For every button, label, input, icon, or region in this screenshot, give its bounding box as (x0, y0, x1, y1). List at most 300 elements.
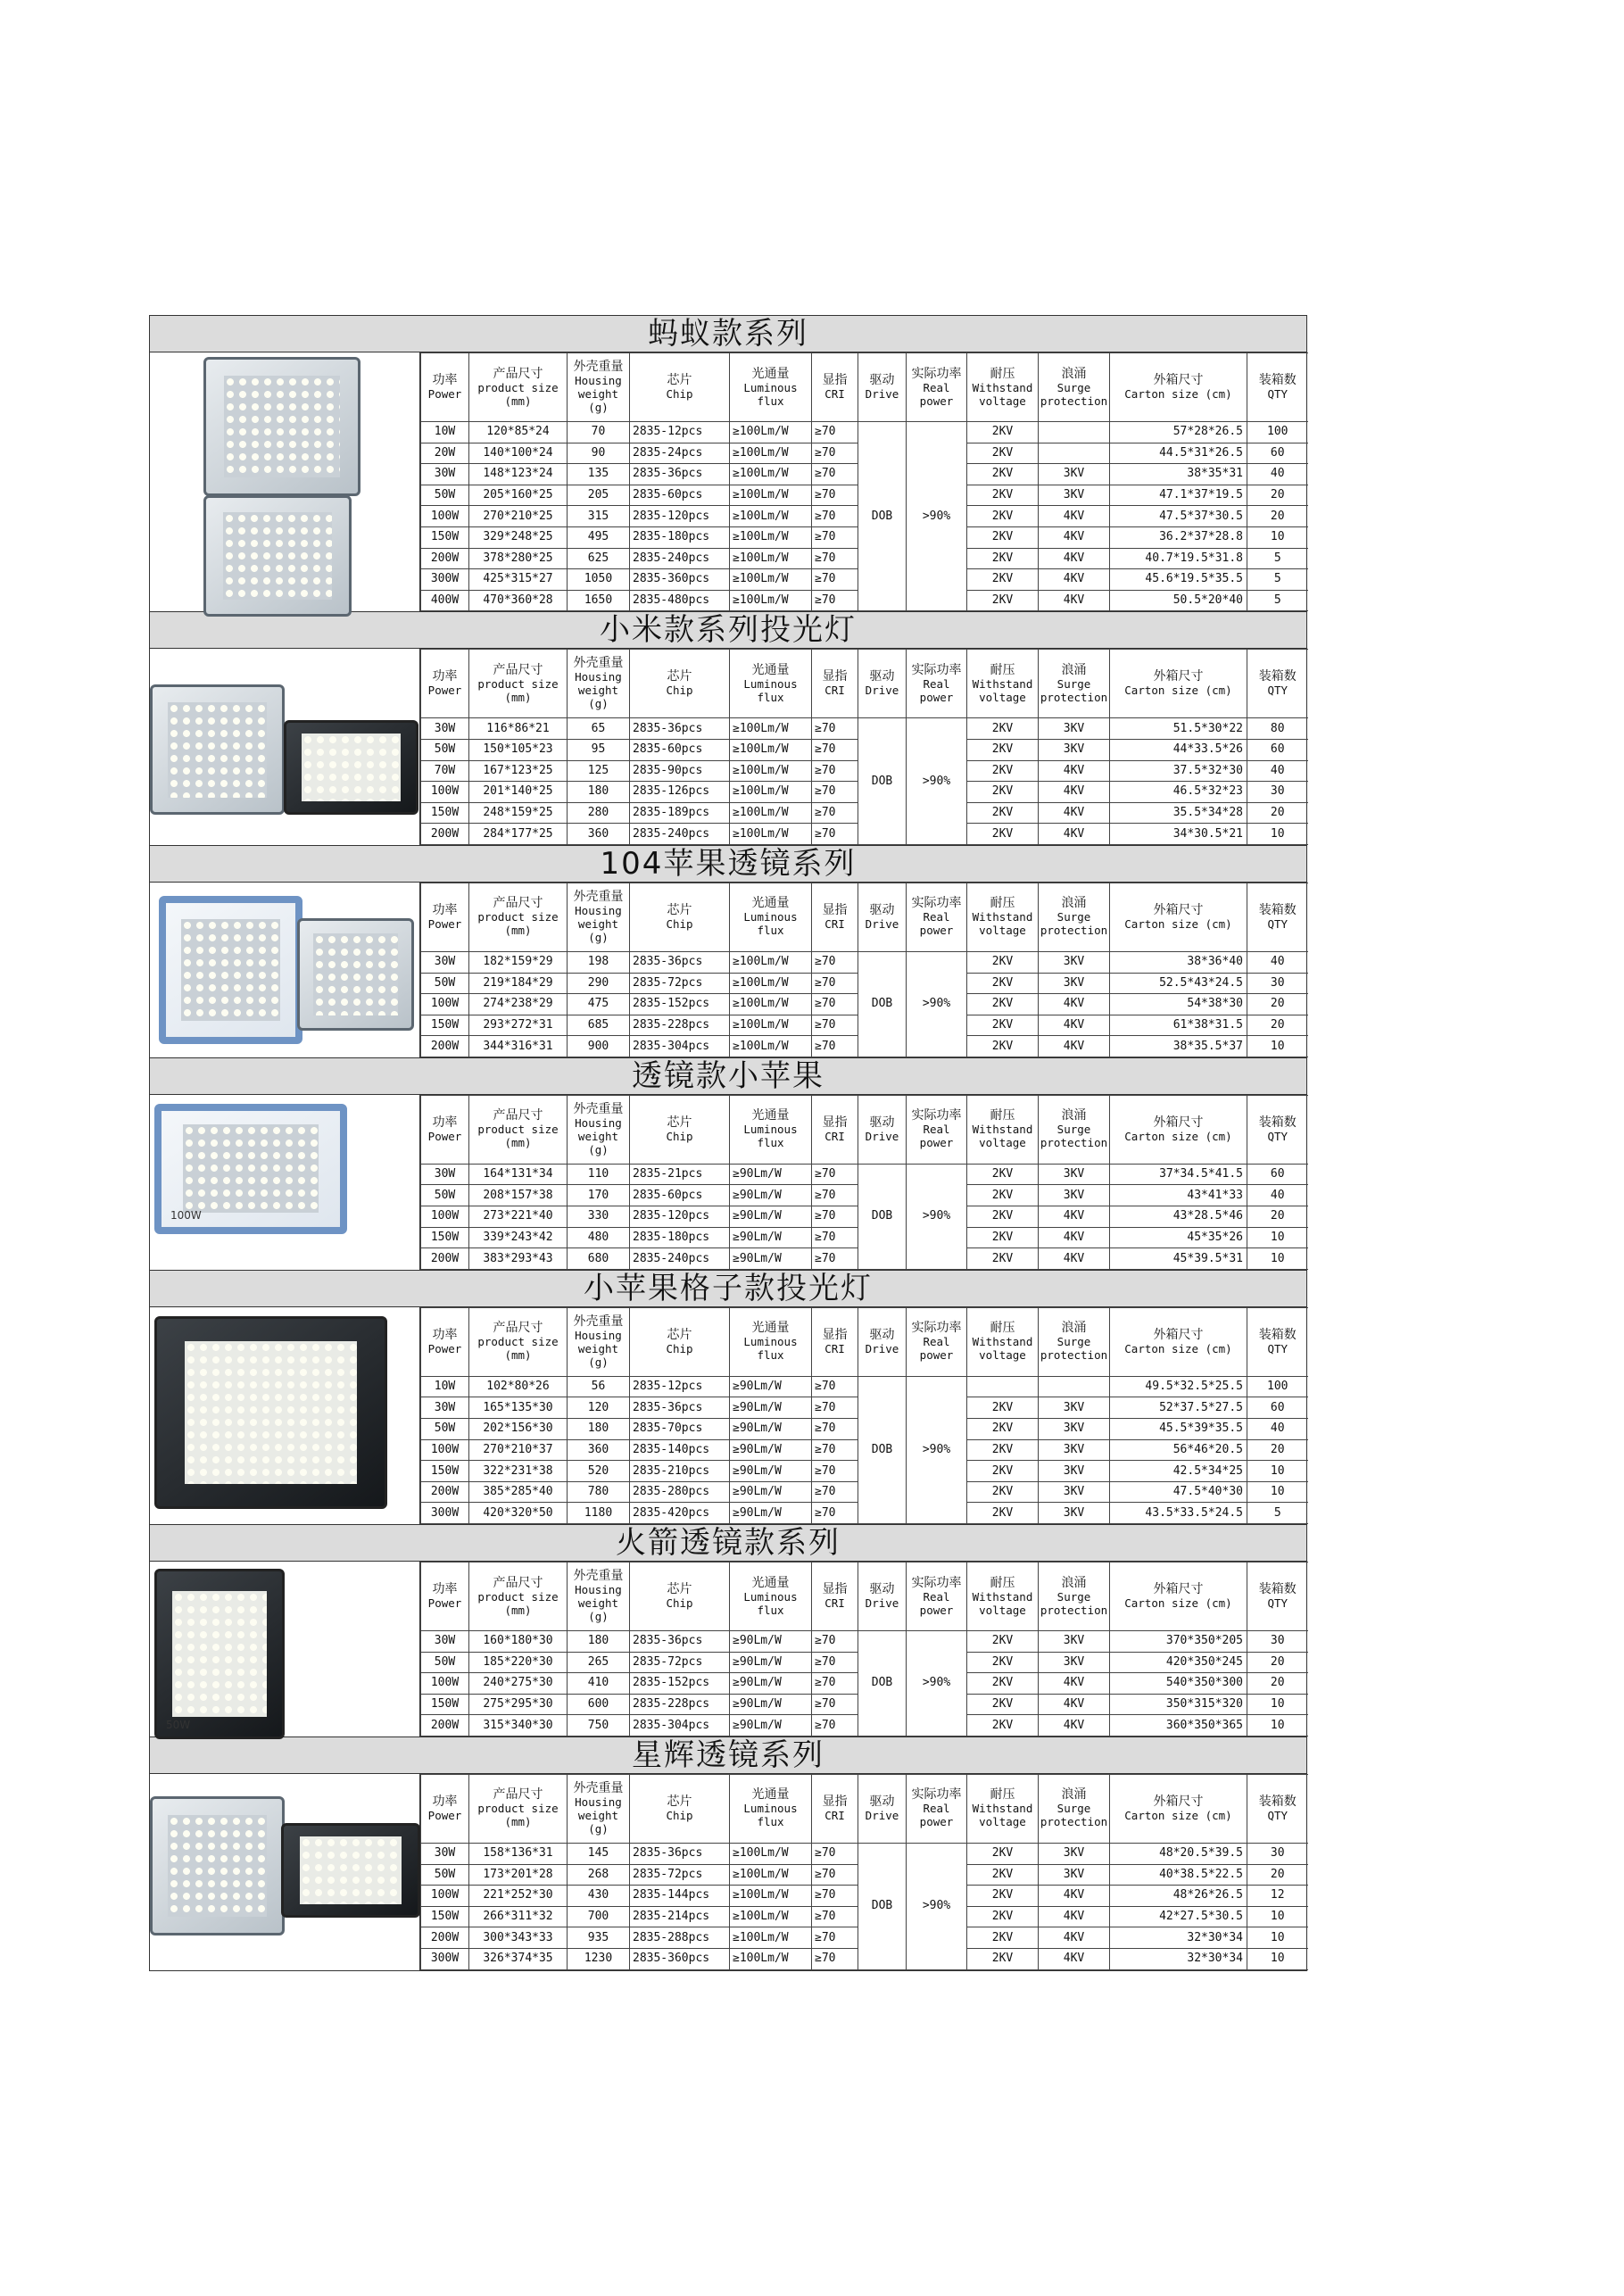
table-cell: 148*123*24 (469, 464, 568, 485)
table-cell: ≥70 (812, 548, 858, 569)
column-header (568, 1307, 630, 1376)
table-cell: 30W (421, 1164, 469, 1185)
section-body (149, 352, 1307, 611)
table-cell: 4KV (1039, 526, 1110, 548)
table-cell: ≥70 (812, 1461, 858, 1482)
table-cell: 700 (568, 1906, 630, 1927)
table-cell: 180 (568, 1631, 630, 1653)
product-photos (150, 1774, 420, 1970)
table-cell: 2835-240pcs (630, 1248, 730, 1270)
table-cell: 2KV (967, 1927, 1039, 1949)
table-cell: 2KV (967, 994, 1039, 1015)
header-en: Real power (919, 380, 954, 408)
column-header (630, 883, 730, 951)
table-cell: 12 (1247, 1886, 1308, 1907)
table-cell: 2KV (967, 1481, 1039, 1503)
header-en: Housing weight (g) (575, 1115, 622, 1156)
table-cell: 2KV (967, 548, 1039, 569)
table-cell: 158*136*31 (469, 1843, 568, 1864)
table-cell: 205 (568, 485, 630, 506)
header-cn: 实际功率 (911, 1321, 962, 1336)
table-cell: 116*86*21 (469, 718, 568, 740)
column-header (1247, 650, 1308, 718)
spec-table (420, 649, 1308, 845)
table-cell: 935 (568, 1927, 630, 1949)
table-cell: 2835-480pcs (630, 590, 730, 611)
column-header (858, 650, 907, 718)
table-cell: ≥100Lm/W (730, 951, 812, 973)
table-cell: 2KV (967, 1694, 1039, 1715)
column-header (1039, 1095, 1110, 1164)
table-cell: 300W (421, 1948, 469, 1969)
drive-cell: DOB (858, 718, 907, 845)
table-cell: ≥100Lm/W (730, 1864, 812, 1886)
header-en: Drive (865, 916, 899, 931)
column-header (1039, 650, 1110, 718)
table-cell: 150W (421, 526, 469, 548)
table-cell: 47.5*37*30.5 (1110, 506, 1247, 527)
table-cell: 2KV (967, 1036, 1039, 1057)
table-cell: 20W (421, 443, 469, 464)
column-header (469, 1774, 568, 1843)
table-cell: 270*210*25 (469, 506, 568, 527)
table-cell: ≥70 (812, 506, 858, 527)
column-header (421, 1562, 469, 1631)
header-en: Carton size (cm) (1124, 1596, 1232, 1610)
table-cell: 30W (421, 1397, 469, 1419)
header-en: Surge protection (1040, 380, 1108, 408)
header-cn: 浪涌 (1061, 1575, 1087, 1590)
real-power-cell: >90% (907, 1631, 967, 1737)
header-cn: 显指 (822, 1327, 848, 1342)
table-cell: 3KV (1039, 1503, 1110, 1524)
product-section (149, 845, 1307, 1057)
header-cn: 外壳重量 (573, 1314, 624, 1329)
table-cell: 2835-180pcs (630, 526, 730, 548)
table-cell: 100W (421, 994, 469, 1015)
table-cell: 30 (1247, 1843, 1308, 1864)
table-cell: 200W (421, 1036, 469, 1057)
table-cell: 2KV (967, 1248, 1039, 1270)
header-en: Luminous flux (743, 380, 798, 408)
header-cn: 驱动 (869, 373, 895, 387)
table-cell: ≥70 (812, 1886, 858, 1907)
header-en: Luminous flux (743, 910, 798, 938)
table-cell: 50W (421, 739, 469, 760)
table-cell: ≥90Lm/W (730, 1248, 812, 1270)
real-power-cell: >90% (907, 422, 967, 611)
product-photo (150, 1796, 285, 1935)
table-cell: 3KV (1039, 1419, 1110, 1440)
header-row (421, 353, 1308, 422)
header-en: product size (mm) (477, 910, 559, 938)
header-cn: 产品尺寸 (493, 1575, 543, 1590)
table-cell: 40 (1247, 1185, 1308, 1206)
header-en: Carton size (cm) (1124, 1808, 1232, 1822)
column-header (730, 883, 812, 951)
table-cell: ≥100Lm/W (730, 1015, 812, 1036)
header-en: Surge protection (1040, 1335, 1108, 1363)
table-cell: 167*123*25 (469, 760, 568, 782)
table-cell: 2835-214pcs (630, 1906, 730, 1927)
header-en: QTY (1267, 387, 1288, 401)
column-header (907, 650, 967, 718)
table-cell: 100 (1247, 422, 1308, 443)
header-cn: 显指 (822, 1794, 848, 1809)
column-header (469, 650, 568, 718)
header-en: Drive (865, 1341, 899, 1355)
header-cn: 芯片 (667, 902, 692, 917)
section-body (149, 1094, 1307, 1270)
table-cell: 2835-210pcs (630, 1461, 730, 1482)
table-cell: ≥70 (812, 1927, 858, 1949)
table-cell: 273*221*40 (469, 1206, 568, 1228)
column-header (812, 1562, 858, 1631)
header-cn: 光通量 (751, 366, 790, 381)
table-cell: 3KV (1039, 951, 1110, 973)
header-row (421, 883, 1308, 951)
table-cell: 100W (421, 782, 469, 803)
table-cell: ≥90Lm/W (730, 1503, 812, 1524)
table-cell: 2835-126pcs (630, 782, 730, 803)
product-photo (159, 896, 302, 1044)
header-en: CRI (824, 1808, 845, 1822)
table-cell: 425*315*27 (469, 569, 568, 591)
table-cell: ≥100Lm/W (730, 739, 812, 760)
table-cell: 32*30*34 (1110, 1948, 1247, 1969)
product-photo (284, 720, 418, 815)
led-array (183, 1124, 319, 1213)
product-section (149, 315, 1307, 611)
table-cell: 2835-304pcs (630, 1036, 730, 1057)
header-en: Luminous flux (743, 676, 798, 704)
product-photo (203, 357, 360, 496)
header-cn: 显指 (822, 669, 848, 684)
product-photo (154, 1569, 285, 1739)
table-cell: 3KV (1039, 1652, 1110, 1673)
table-cell: 3KV (1039, 1397, 1110, 1419)
table-cell: 4KV (1039, 1715, 1110, 1737)
table-cell: 10 (1247, 824, 1308, 845)
table-cell: 145 (568, 1843, 630, 1864)
header-en: Luminous flux (743, 1589, 798, 1617)
table-cell (1039, 1376, 1110, 1397)
header-en: Withstand voltage (972, 910, 1033, 938)
table-cell: ≥100Lm/W (730, 1886, 812, 1907)
header-en: Drive (865, 1808, 899, 1822)
table-cell: 45.6*19.5*35.5 (1110, 569, 1247, 591)
column-header (568, 1774, 630, 1843)
table-cell: 30W (421, 718, 469, 740)
photo-label: 50W (166, 1719, 191, 1731)
table-cell (967, 1376, 1039, 1397)
table-cell: 10 (1247, 1694, 1308, 1715)
led-array (302, 734, 400, 801)
product-photos (150, 883, 420, 1057)
table-cell: ≥70 (812, 526, 858, 548)
table-cell: 2KV (967, 1864, 1039, 1886)
table-cell: 44.5*31*26.5 (1110, 443, 1247, 464)
header-cn: 显指 (822, 1582, 848, 1596)
table-cell (1039, 422, 1110, 443)
table-cell: 275*295*30 (469, 1694, 568, 1715)
table-cell: 1650 (568, 590, 630, 611)
header-cn: 光通量 (751, 896, 790, 911)
table-cell: 378*280*25 (469, 548, 568, 569)
table-cell: 2835-60pcs (630, 1185, 730, 1206)
table-cell: ≥100Lm/W (730, 569, 812, 591)
table-cell: ≥100Lm/W (730, 526, 812, 548)
header-cn: 芯片 (667, 1582, 692, 1596)
table-cell: 10 (1247, 526, 1308, 548)
table-cell: 208*157*38 (469, 1185, 568, 1206)
table-cell: 2KV (967, 973, 1039, 994)
header-cn: 产品尺寸 (493, 662, 543, 677)
column-header (812, 1774, 858, 1843)
table-cell: 150*105*23 (469, 739, 568, 760)
table-cell: 2835-420pcs (630, 1503, 730, 1524)
table-cell: 2835-24pcs (630, 443, 730, 464)
table-cell: 5 (1247, 590, 1308, 611)
header-cn: 芯片 (667, 669, 692, 684)
table-cell: 2835-180pcs (630, 1227, 730, 1248)
table-cell: 300*343*33 (469, 1927, 568, 1949)
column-header (421, 1774, 469, 1843)
table-cell: 300W (421, 1503, 469, 1524)
column-header (907, 1774, 967, 1843)
spec-table (420, 1774, 1308, 1970)
product-photos (150, 1562, 420, 1737)
table-cell: 38*36*40 (1110, 951, 1247, 973)
column-header (568, 883, 630, 951)
table-cell: 2835-36pcs (630, 1397, 730, 1419)
table-cell: 30 (1247, 782, 1308, 803)
table-cell: 60 (1247, 1397, 1308, 1419)
column-header (630, 1307, 730, 1376)
table-cell: 4KV (1039, 1206, 1110, 1228)
table-cell: 30W (421, 464, 469, 485)
table-row (421, 422, 1308, 443)
header-cn: 外壳重量 (573, 1569, 624, 1583)
table-cell: ≥100Lm/W (730, 1843, 812, 1864)
table-cell: ≥100Lm/W (730, 802, 812, 824)
table-cell: 2KV (967, 422, 1039, 443)
header-en: Withstand voltage (972, 1335, 1033, 1363)
table-cell: 2835-189pcs (630, 802, 730, 824)
table-cell: 3KV (1039, 1631, 1110, 1653)
header-cn: 产品尺寸 (493, 1321, 543, 1336)
table-cell: ≥70 (812, 464, 858, 485)
header-cn: 外箱尺寸 (1153, 902, 1204, 917)
header-cn: 外壳重量 (573, 656, 624, 671)
header-en: Carton size (cm) (1124, 684, 1232, 698)
header-en: Housing weight (g) (575, 1328, 622, 1369)
column-header (858, 353, 907, 422)
header-cn: 光通量 (751, 662, 790, 677)
table-cell: 38*35.5*37 (1110, 1036, 1247, 1057)
table-cell: 475 (568, 994, 630, 1015)
header-en: CRI (824, 1341, 845, 1355)
table-cell: 43.5*33.5*24.5 (1110, 1503, 1247, 1524)
table-cell: ≥70 (812, 1015, 858, 1036)
table-cell: 2835-72pcs (630, 973, 730, 994)
table-cell: 2KV (967, 1164, 1039, 1185)
table-cell: 2835-21pcs (630, 1164, 730, 1185)
header-en: Real power (919, 910, 954, 938)
spec-table (420, 1095, 1308, 1270)
header-cn: 光通量 (751, 1108, 790, 1123)
table-cell: 30W (421, 1843, 469, 1864)
table-cell: 20 (1247, 485, 1308, 506)
table-cell: 30W (421, 1631, 469, 1653)
table-cell: 20 (1247, 1206, 1308, 1228)
table-cell: 600 (568, 1694, 630, 1715)
table-cell: 10W (421, 422, 469, 443)
table-cell: 100W (421, 1439, 469, 1461)
header-en: Carton size (cm) (1124, 1129, 1232, 1143)
table-cell: 2KV (967, 1906, 1039, 1927)
table-cell: 150W (421, 1694, 469, 1715)
column-header (630, 1095, 730, 1164)
table-cell: 370*350*205 (1110, 1631, 1247, 1653)
header-en: CRI (824, 1129, 845, 1143)
table-cell: ≥70 (812, 443, 858, 464)
led-array (168, 702, 266, 797)
table-cell: 1050 (568, 569, 630, 591)
table-cell: 3KV (1039, 718, 1110, 740)
table-cell: 4KV (1039, 569, 1110, 591)
header-cn: 外壳重量 (573, 360, 624, 374)
table-cell: 100 (1247, 1376, 1308, 1397)
header-en: Power (427, 1808, 462, 1822)
header-cn: 芯片 (667, 1115, 692, 1130)
table-cell: 100W (421, 1673, 469, 1695)
header-cn: 功率 (432, 669, 458, 684)
table-cell: 2KV (967, 590, 1039, 611)
table-cell: 125 (568, 760, 630, 782)
table-cell: 200W (421, 824, 469, 845)
column-header (1110, 1562, 1247, 1631)
table-row (421, 951, 1308, 973)
table-cell: 205*160*25 (469, 485, 568, 506)
table-cell: 198 (568, 951, 630, 973)
header-cn: 产品尺寸 (493, 366, 543, 381)
table-cell: 2KV (967, 569, 1039, 591)
column-header (1110, 1774, 1247, 1843)
table-cell: 2835-36pcs (630, 1631, 730, 1653)
table-cell: ≥70 (812, 590, 858, 611)
header-en: QTY (1267, 684, 1288, 698)
table-cell: 2KV (967, 739, 1039, 760)
table-cell: 2KV (967, 1227, 1039, 1248)
table-cell: ≥70 (812, 802, 858, 824)
table-cell: 400W (421, 590, 469, 611)
header-en: product size (mm) (477, 1335, 559, 1363)
table-cell: ≥70 (812, 569, 858, 591)
drive-cell: DOB (858, 951, 907, 1057)
header-en: Chip (666, 1341, 693, 1355)
header-cn: 显指 (822, 902, 848, 917)
table-cell: 2KV (967, 1843, 1039, 1864)
section-title: 蚂蚁款系列 (149, 315, 1307, 352)
header-cn: 驱动 (869, 669, 895, 684)
table-cell: ≥70 (812, 1419, 858, 1440)
column-header (907, 1307, 967, 1376)
column-header (858, 883, 907, 951)
header-en: Real power (919, 1802, 954, 1829)
table-cell: 65 (568, 718, 630, 740)
table-cell: 100W (421, 506, 469, 527)
header-en: Housing weight (g) (575, 374, 622, 414)
header-cn: 装箱数 (1258, 1582, 1297, 1596)
table-cell: 2835-240pcs (630, 548, 730, 569)
table-cell: ≥70 (812, 782, 858, 803)
table-cell: ≥70 (812, 824, 858, 845)
led-array (223, 512, 332, 601)
table-cell: 43*28.5*46 (1110, 1206, 1247, 1228)
table-cell: 315*340*30 (469, 1715, 568, 1737)
table-cell: ≥70 (812, 1439, 858, 1461)
table-cell: ≥100Lm/W (730, 1906, 812, 1927)
table-cell: 120 (568, 1397, 630, 1419)
section-body (149, 1561, 1307, 1737)
table-cell: 40 (1247, 1419, 1308, 1440)
drive-cell: DOB (858, 422, 907, 611)
section-body (149, 1773, 1307, 1971)
header-cn: 浪涌 (1061, 1321, 1087, 1336)
header-en: Surge protection (1040, 1123, 1108, 1150)
header-cn: 功率 (432, 1582, 458, 1596)
header-en: Surge protection (1040, 910, 1108, 938)
table-cell: 1180 (568, 1503, 630, 1524)
drive-cell: DOB (858, 1376, 907, 1523)
table-cell: ≥90Lm/W (730, 1715, 812, 1737)
column-header (568, 1095, 630, 1164)
table-cell: 685 (568, 1015, 630, 1036)
table-cell: 182*159*29 (469, 951, 568, 973)
table-cell: ≥70 (812, 1248, 858, 1270)
table-cell: 339*243*42 (469, 1227, 568, 1248)
header-en: CRI (824, 916, 845, 931)
table-cell: ≥70 (812, 1652, 858, 1673)
header-cn: 光通量 (751, 1321, 790, 1336)
table-cell: ≥100Lm/W (730, 760, 812, 782)
table-cell: 326*374*35 (469, 1948, 568, 1969)
table-cell: 2KV (967, 1503, 1039, 1524)
header-cn: 显指 (822, 373, 848, 387)
table-row (421, 1376, 1308, 1397)
table-cell: ≥70 (812, 1715, 858, 1737)
table-cell: 150W (421, 1906, 469, 1927)
column-header (1110, 1307, 1247, 1376)
table-cell: 3KV (1039, 973, 1110, 994)
column-header (812, 1095, 858, 1164)
table-cell: 2KV (967, 824, 1039, 845)
table-cell: 385*285*40 (469, 1481, 568, 1503)
table-cell: 200W (421, 548, 469, 569)
product-photo (297, 918, 414, 1031)
header-en: QTY (1267, 1596, 1288, 1610)
table-cell: 47.1*37*19.5 (1110, 485, 1247, 506)
column-header (421, 353, 469, 422)
column-header (812, 353, 858, 422)
column-header (1110, 883, 1247, 951)
table-cell: 344*316*31 (469, 1036, 568, 1057)
table-cell: ≥70 (812, 1906, 858, 1927)
table-cell: ≥70 (812, 1843, 858, 1864)
table-cell: ≥90Lm/W (730, 1227, 812, 1248)
column-header (469, 1562, 568, 1631)
